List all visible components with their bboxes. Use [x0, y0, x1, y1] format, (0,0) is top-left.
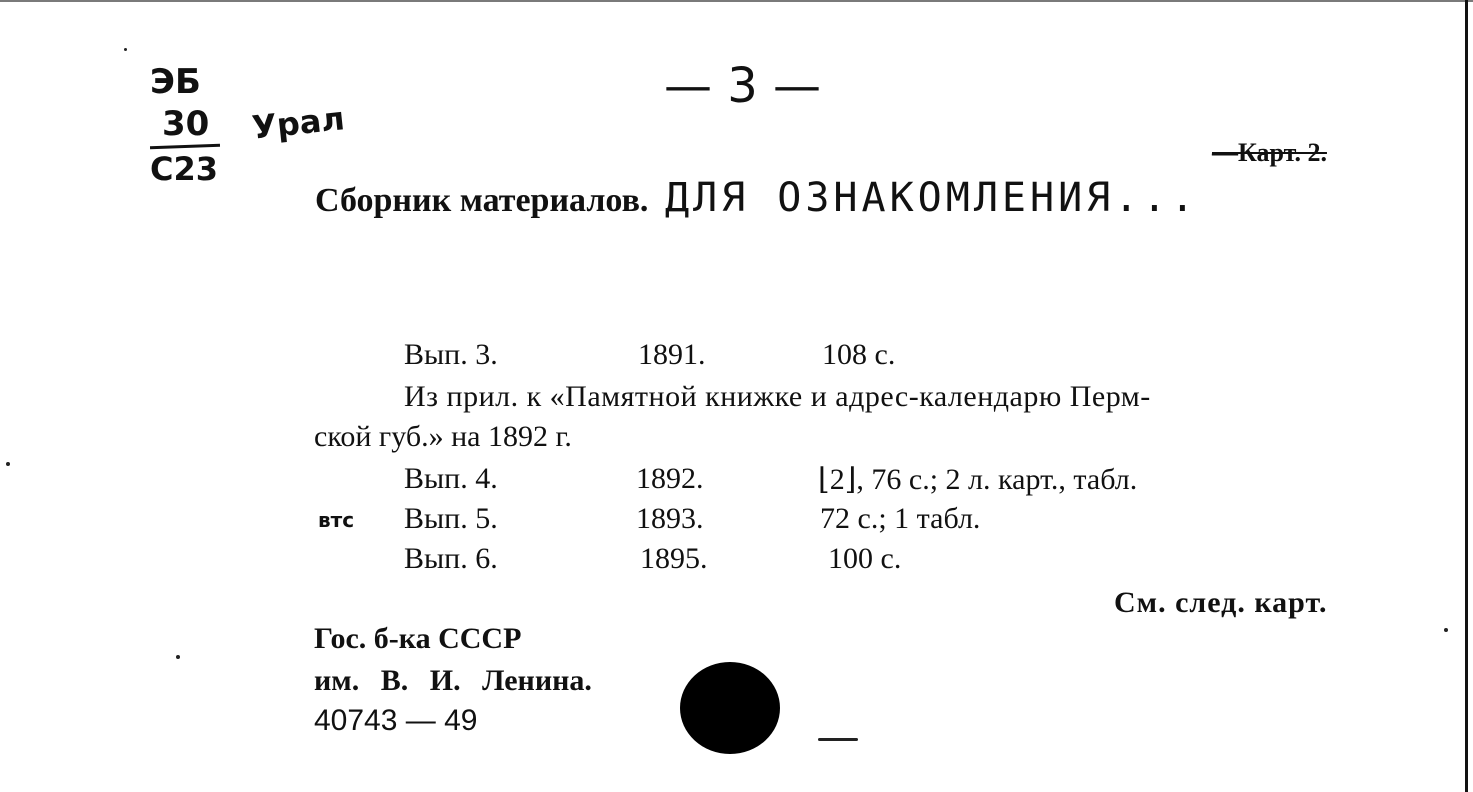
issue-year: 1892.: [636, 462, 704, 495]
card-right-edge: [1465, 0, 1468, 792]
card-reference: —Карт. 2.: [1212, 138, 1327, 167]
margin-mark: втс: [318, 508, 355, 532]
shelfmark-line2: 30: [162, 104, 210, 144]
page-number: — 3 —: [664, 58, 822, 114]
speck: [6, 462, 10, 466]
see-next-card: См. след. карт.: [1114, 586, 1328, 619]
issue-year: 1891.: [638, 338, 706, 371]
card-top-edge: [0, 0, 1473, 2]
shelfmark-divider: [150, 144, 220, 149]
speck: [124, 48, 127, 51]
shelfmark-note: Урал: [250, 99, 347, 147]
title-block: [315, 175, 1199, 221]
ink-blot: [680, 662, 780, 754]
issue-desc: 100 с.: [828, 542, 902, 575]
issue-desc: ⌊2⌋, 76 с.; 2 л. карт., табл.: [818, 463, 1138, 496]
library-line1: Гос. б-ка СССР: [314, 622, 522, 655]
issue-label: Вып. 3.: [404, 338, 498, 371]
speck: [1444, 628, 1448, 632]
title-typed: ДЛЯ ОЗНАКОМЛЕНИЯ...: [664, 175, 1199, 221]
pencil-mark: [818, 738, 858, 741]
issue-year: 1895.: [640, 542, 708, 575]
issue-label: Вып. 4.: [404, 462, 498, 495]
issue-desc: 108 с.: [822, 338, 896, 371]
library-code: 40743 — 49: [314, 704, 478, 737]
shelfmark-line3: С23: [150, 150, 219, 188]
issue-label: Вып. 6.: [404, 542, 498, 575]
issue-year: 1893.: [636, 502, 704, 535]
speck: [176, 655, 180, 659]
issue-desc: 72 с.; 1 табл.: [820, 502, 981, 535]
source-note-line1: Из прил. к «Памятной книжке и адрес-календарю Перм-: [404, 380, 1151, 413]
source-note-line2: ской губ.» на 1892 г.: [314, 420, 572, 453]
shelfmark-line1: ЭБ: [150, 62, 201, 102]
issue-label: Вып. 5.: [404, 502, 498, 535]
library-line2: им. В. И. Ленина.: [314, 664, 592, 697]
title-main: Сборник материалов.: [315, 182, 649, 219]
